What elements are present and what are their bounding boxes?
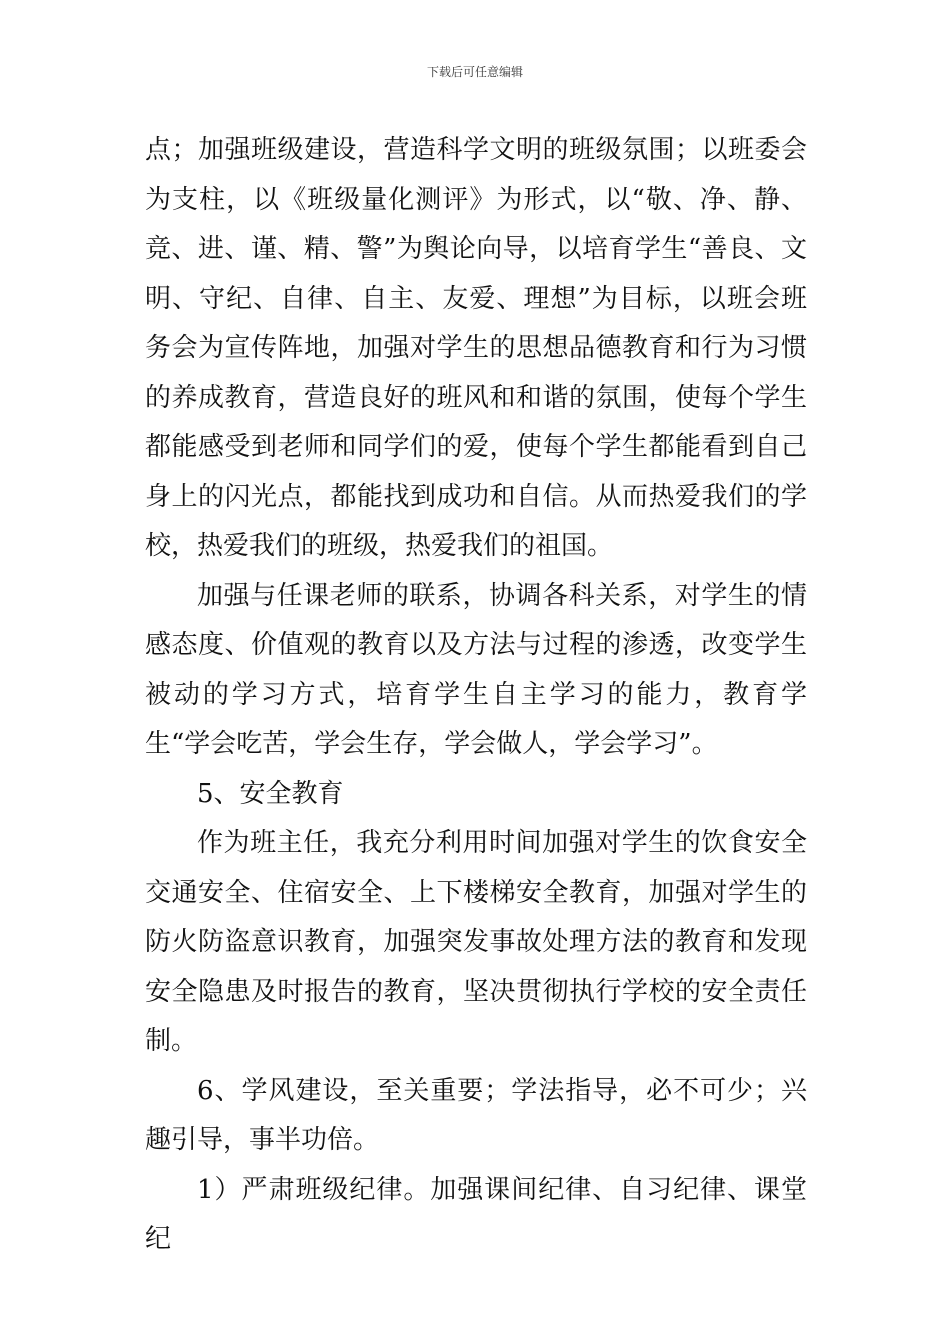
page-header: 下载后可任意编辑 <box>426 65 523 79</box>
paragraph-2: 加强与任课老师的联系，协调各科关系，对学生的情感态度、价值观的教育以及方法与过程的渗透，改变学生被动的学习方式，培育学生自主学习的能力，教育学生“学会吃苦，学会生存，学会做人，学会学习”。 <box>145 580 807 759</box>
document-body <box>145 126 807 1265</box>
paragraph-1: 点；加强班级建设，营造科学文明的班级氛围；以班委会为支柱，以《班级量化测评》为形式，以“敬、净、静、竞、进、谨、精、警”为舆论向导，以培育学生“善良、文明、守纪、自律、自主、友爱、理想”为目标，以班会班务会为宣传阵地，加强对学生的思想品德教育和行为习惯的养成教育，营造良好的班风和和谐的氛围，使每个学生都能感受到老师和同学们的爱，使每个学生都能看到自己身上的闪光点，都能找到成功和自信。从而热爱我们的学校，热爱我们的班级，热爱我们的祖国。 <box>145 135 807 561</box>
section-heading-study: 6、学风建设，至关重要；学法指导，必不可少；兴趣引导，事半功倍。 <box>145 1075 807 1155</box>
paragraph-3: 作为班主任，我充分利用时间加强对学生的饮食安全交通安全、住宿安全、上下楼梯安全教育，加强对学生的防火防盗意识教育，加强突发事故处理方法的教育和发现安全隐患及时报告的教育，坚决贯彻执行学校的安全责任制。 <box>145 828 807 1056</box>
paragraph-4: 1）严肃班级纪律。加强课间纪律、自习纪律、课堂纪 <box>145 1174 807 1254</box>
section-heading-safety: 5、安全教育 <box>197 778 344 809</box>
